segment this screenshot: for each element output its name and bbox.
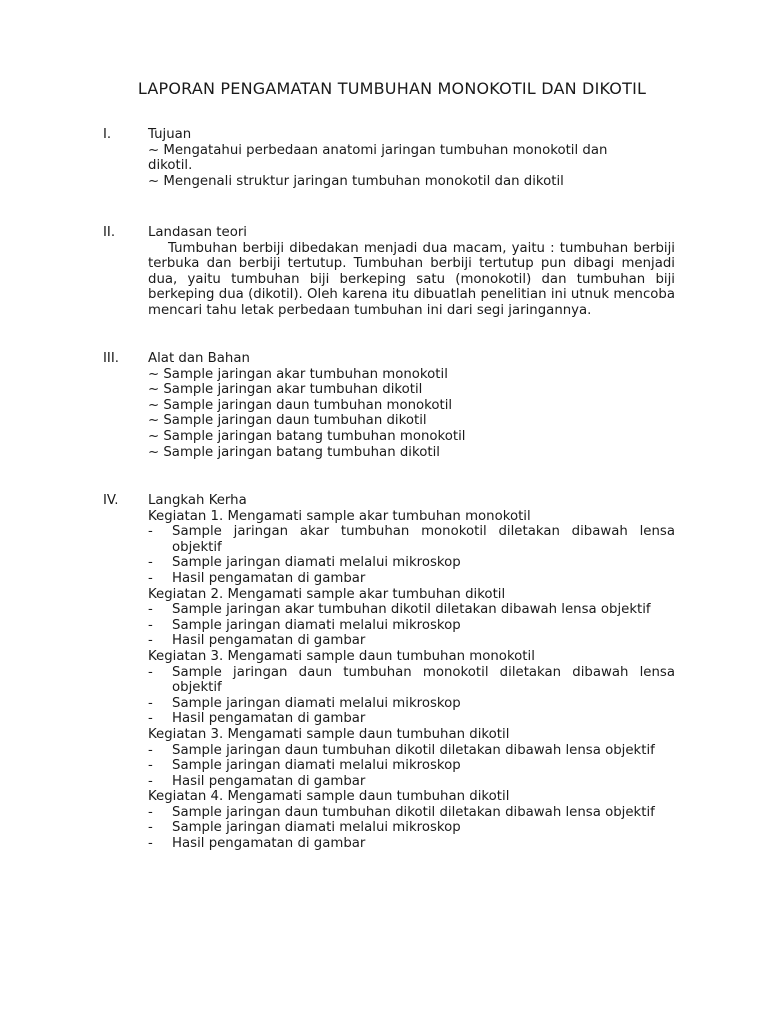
document-title: LAPORAN PENGAMATAN TUMBUHAN MONOKOTIL DAN DIKOTIL — [137, 79, 647, 98]
activity-step: - Sample jaringan diamati melalui mikroskop — [148, 555, 461, 571]
section-heading: Tujuan — [148, 127, 192, 142]
section-number: III. — [103, 351, 119, 366]
activity-step: - Hasil pengamatan di gambar — [148, 570, 366, 586]
material-item: ~ Sample jaringan batang tumbuhan monokotil — [148, 428, 466, 444]
section-number: II. — [103, 225, 116, 240]
material-item: ~ Sample jaringan daun tumbuhan dikotil — [148, 413, 427, 429]
step-dash: - — [148, 820, 153, 836]
step-dash: - — [148, 758, 153, 774]
section-number: IV. — [103, 493, 119, 508]
section-heading: Alat dan Bahan — [148, 351, 250, 366]
step-dash: - — [148, 555, 153, 571]
activity-step: - Sample jaringan daun tumbuhan dikotil diletakan dibawah lensa objektif — [148, 804, 655, 820]
tujuan-item: ~ Mengenali struktur jaringan tumbuhan monokotil dan dikotil — [148, 173, 564, 189]
section-heading: Landasan teori — [148, 225, 247, 240]
activity-title: Kegiatan 3. Mengamati sample daun tumbuhan monokotil — [148, 648, 535, 664]
material-item: ~ Sample jaringan akar tumbuhan dikotil — [148, 382, 423, 398]
tujuan-item: ~ Mengatahui perbedaan anatomi jaringan tumbuhan monokotil dan dikotil. — [148, 142, 608, 174]
step-dash: - — [148, 742, 153, 758]
step-dash: - — [148, 524, 153, 540]
activity-step: - Sample jaringan diamati melalui mikroskop — [148, 617, 461, 633]
landasan-paragraph: Tumbuhan berbiji dibedakan menjadi dua macam, yaitu : tumbuhan berbiji terbuka dan berbiji tertutup. Tumbuhan berbiji tertutup pun dibagi menjadi dua, yaitu tumbuhan biji berkeping satu (monokotil) dan tumbuhan biji berkeping dua (dikotil). Oleh karena itu dibuatlah penelitian ini utnuk mencoba mencari tahu letak perbedaan tumbuhan ini dari segi jaringannya. — [148, 240, 675, 318]
step-dash: - — [148, 617, 153, 633]
step-dash: - — [148, 695, 153, 711]
activity-title: Kegiatan 1. Mengamati sample akar tumbuhan monokotil — [148, 508, 531, 524]
step-dash: - — [148, 773, 153, 789]
activity-step: - Hasil pengamatan di gambar — [148, 633, 366, 649]
activity-step: - Hasil pengamatan di gambar — [148, 836, 366, 852]
material-item: ~ Sample jaringan akar tumbuhan monokotil — [148, 366, 448, 382]
activity-step: - Sample jaringan akar tumbuhan monokotil diletakan dibawah lensa objektif — [148, 524, 675, 555]
step-dash: - — [148, 602, 153, 618]
activity-step: - Sample jaringan daun tumbuhan monokotil diletakan dibawah lensa objektif — [148, 664, 675, 696]
material-item: ~ Sample jaringan batang tumbuhan dikotil — [148, 444, 440, 460]
step-dash: - — [148, 711, 153, 727]
section-heading: Langkah Kerha — [148, 493, 247, 508]
activity-step: - Hasil pengamatan di gambar — [148, 773, 366, 789]
activity-step: - Sample jaringan akar tumbuhan dikotil diletakan dibawah lensa objektif — [148, 602, 651, 618]
activity-title: Kegiatan 4. Mengamati sample daun tumbuhan dikotil — [148, 789, 510, 805]
activity-title: Kegiatan 2. Mengamati sample akar tumbuhan dikotil — [148, 586, 506, 602]
activity-step: - Hasil pengamatan di gambar — [148, 711, 366, 727]
section-number: I. — [103, 127, 112, 142]
activity-step: - Sample jaringan diamati melalui mikroskop — [148, 695, 461, 711]
step-dash: - — [148, 664, 153, 680]
activity-step: - Sample jaringan diamati melalui mikroskop — [148, 820, 461, 836]
step-dash: - — [148, 570, 153, 586]
step-dash: - — [148, 633, 153, 649]
material-item: ~ Sample jaringan daun tumbuhan monokotil — [148, 397, 453, 413]
activity-title: Kegiatan 3. Mengamati sample daun tumbuhan dikotil — [148, 726, 510, 742]
activity-step: - Sample jaringan diamati melalui mikroskop — [148, 758, 461, 774]
activity-step: - Sample jaringan daun tumbuhan dikotil diletakan dibawah lensa objektif — [148, 742, 655, 758]
step-dash: - — [148, 804, 153, 820]
step-dash: - — [148, 836, 153, 852]
